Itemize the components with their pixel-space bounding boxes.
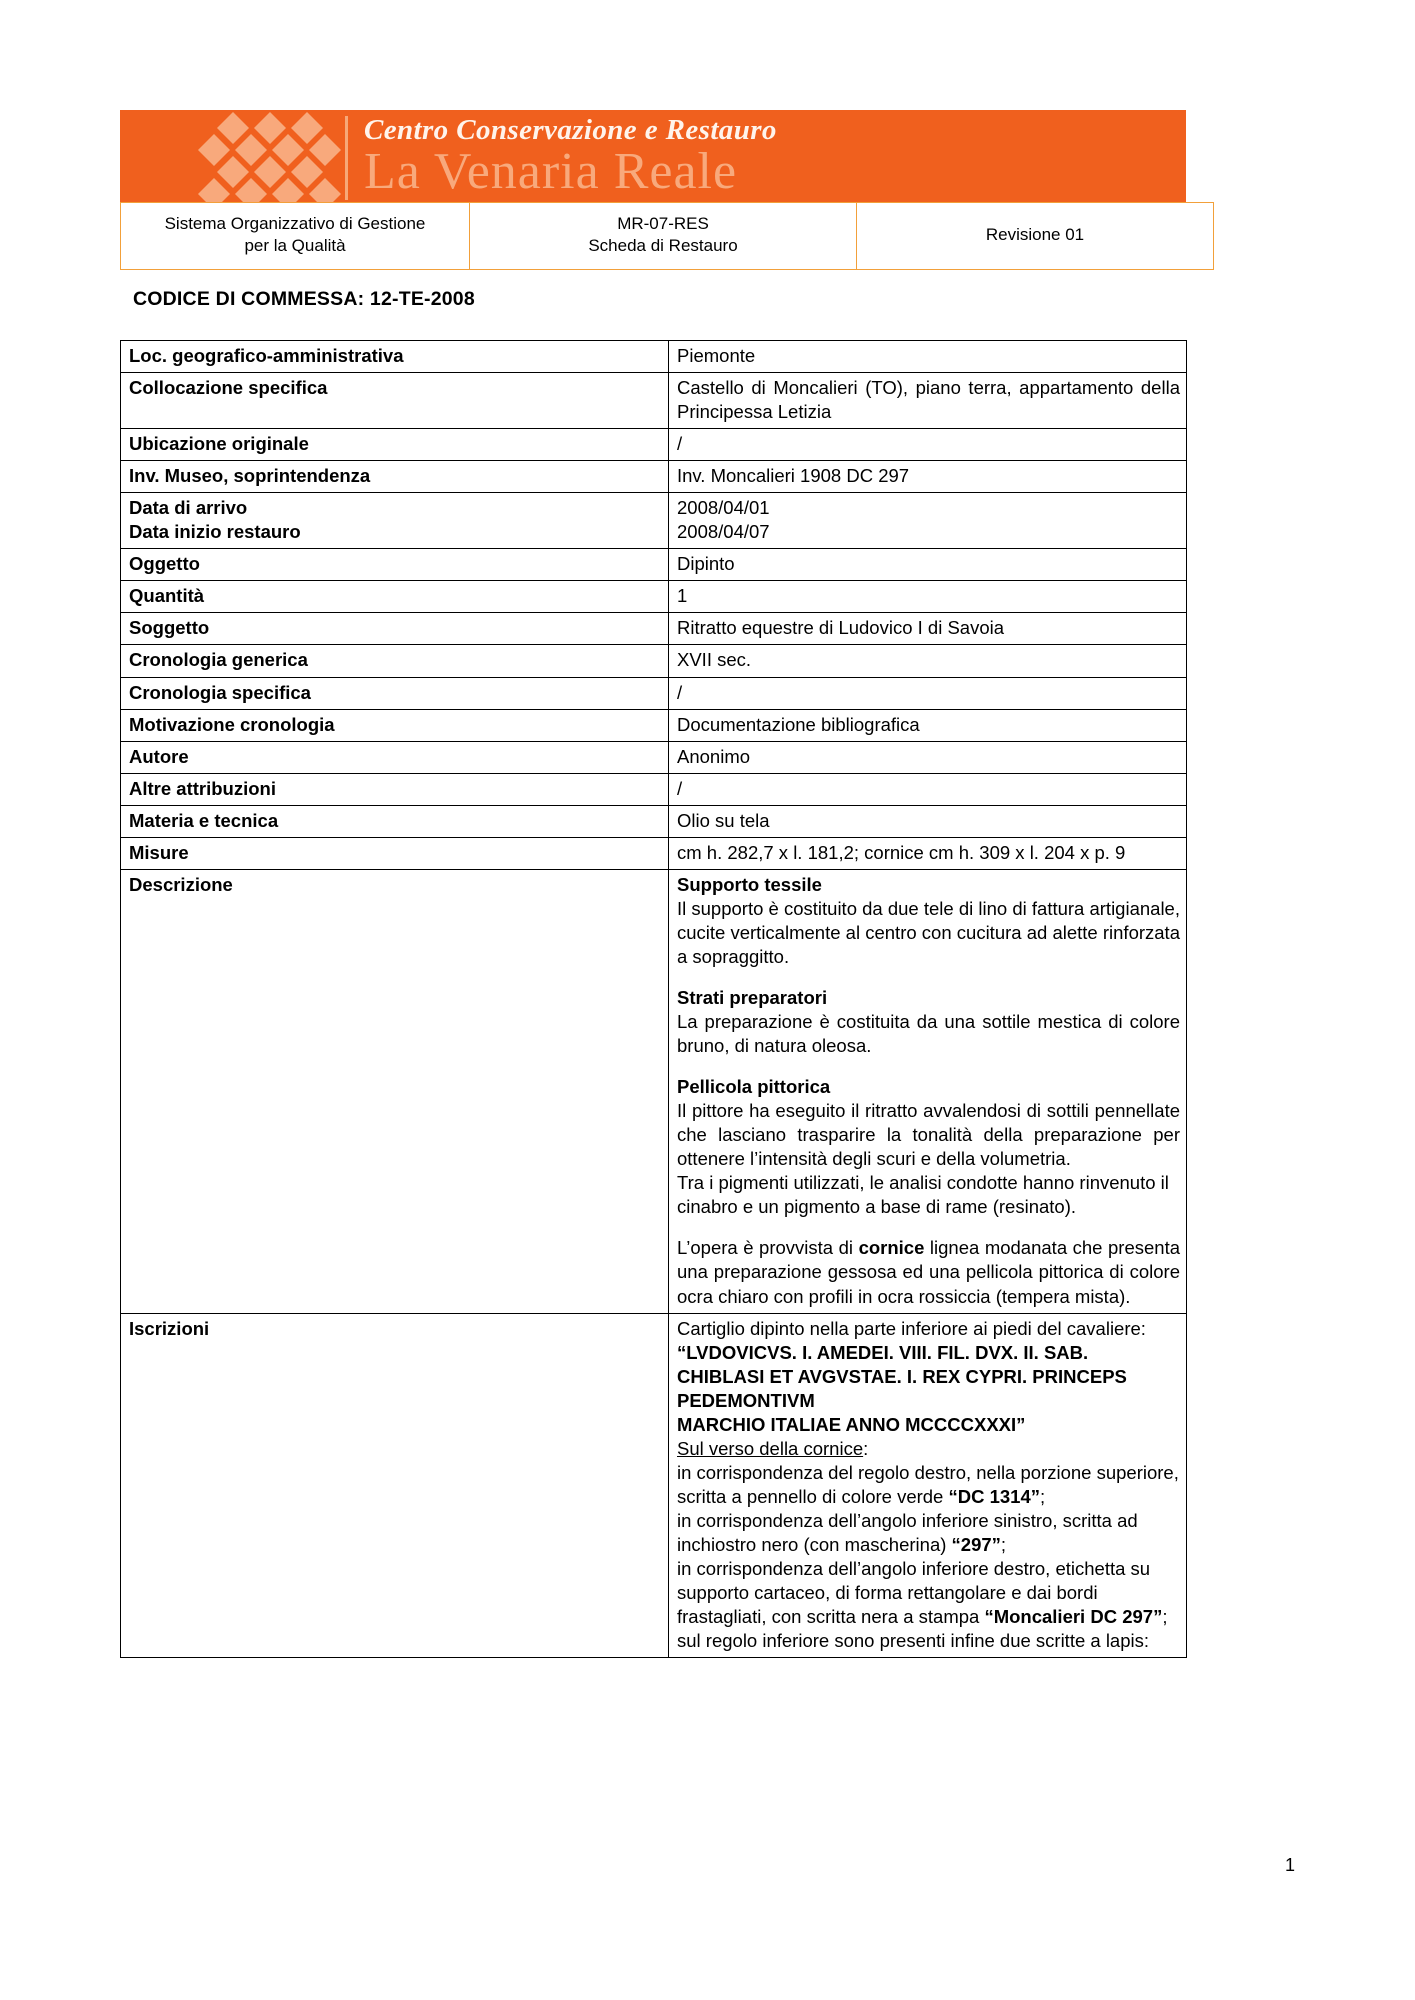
isc-cartiglio-line: PEDEMONTIVM xyxy=(677,1389,815,1411)
row-label: Collocazione specifica xyxy=(121,373,669,429)
table-row xyxy=(121,613,1187,645)
isc-item-2 xyxy=(677,1509,1180,1557)
diamond-pattern-icon xyxy=(120,110,345,202)
row-value-arrival: 2008/04/01 xyxy=(677,497,770,519)
row-label-arrival: Data di arrivo xyxy=(129,497,248,519)
row-value: Ritratto equestre di Ludovico I di Savoia xyxy=(669,613,1187,645)
table-row xyxy=(121,341,1187,373)
row-label-descrizione: Descrizione xyxy=(121,869,669,1313)
isc-cartiglio-line: CHIBLASI ET AVGVSTAE. I. REX CYPRI. PRINCEPS xyxy=(677,1365,1127,1387)
isc-item1-bold: “DC 1314” xyxy=(948,1485,1040,1507)
desc-text-pigmenti: Tra i pigmenti utilizzati, le analisi condotte hanno rinvenuto il cinabro e un pigmento a base di rame (resinato). xyxy=(677,1172,1169,1218)
row-value-dates xyxy=(669,493,1187,549)
record-table-wrapper xyxy=(120,340,1186,1658)
revision-cell xyxy=(857,203,1214,270)
banner-title-primary: Centro Conservazione e Restauro xyxy=(364,114,777,146)
table-row xyxy=(121,429,1187,461)
row-value: Dipinto xyxy=(669,549,1187,581)
row-label: Soggetto xyxy=(121,613,669,645)
row-value: cm h. 282,7 x l. 181,2; cornice cm h. 309 x l. 204 x p. 9 xyxy=(669,837,1187,869)
row-label: Ubicazione originale xyxy=(121,429,669,461)
row-label: Autore xyxy=(121,741,669,773)
document-code-line2: Scheda di Restauro xyxy=(588,236,738,255)
quality-system-cell xyxy=(121,203,470,270)
isc-verso-heading: Sul verso della cornice xyxy=(677,1437,864,1459)
desc-spacer xyxy=(677,1058,1180,1075)
desc-cornice-post: lignea modanata che presenta una preparazione gessosa ed una pellicola pittorica di colore ocra chiaro con profili in ocra rossiccia (tempera mista). xyxy=(677,1237,1181,1307)
isc-item1-pre: in corrispondenza del regolo destro, nella porzione superiore, scritta a pennello di colore verde xyxy=(677,1461,1179,1507)
table-row xyxy=(121,373,1187,429)
row-label: Motivazione cronologia xyxy=(121,709,669,741)
isc-verso-heading-line xyxy=(677,1437,1180,1461)
table-row xyxy=(121,805,1187,837)
table-row xyxy=(121,773,1187,805)
record-table xyxy=(120,340,1187,1658)
isc-item-4: sul regolo inferiore sono presenti infine due scritte a lapis: xyxy=(677,1630,1150,1652)
document-code-cell xyxy=(470,203,857,270)
row-label-start: Data inizio restauro xyxy=(129,521,301,543)
table-row xyxy=(121,677,1187,709)
isc-item3-pre: in corrispondenza dell’angolo inferiore destro, etichetta su supporto cartaceo, di forma rettangolare e dai bordi frastagliati, con scritta nera a stampa xyxy=(677,1558,1151,1628)
desc-text-supporto: Il supporto è costituito da due tele di lino di fattura artigianale, cucite verticalmente al centro con cucitura ad alette rinforzata a sopraggitto. xyxy=(677,897,1180,967)
row-value: Documentazione bibliografica xyxy=(669,709,1187,741)
row-label: Inv. Museo, soprintendenza xyxy=(121,461,669,493)
row-value-start: 2008/04/07 xyxy=(677,521,770,543)
row-label: Misure xyxy=(121,837,669,869)
row-label: Materia e tecnica xyxy=(121,805,669,837)
isc-item3-post: ; xyxy=(1162,1606,1168,1628)
row-label: Loc. geografico-amministrativa xyxy=(121,341,669,373)
document-header xyxy=(120,110,1186,270)
row-value: Inv. Moncalieri 1908 DC 297 xyxy=(669,461,1187,493)
desc-text-pellicola: Il pittore ha eseguito il ritratto avvalendosi di sottili pennellate che lasciano trasparire la tonalità della preparazione per ottenere l’intensità degli scuri e della volumetria. xyxy=(677,1100,1180,1170)
isc-verso-colon: : xyxy=(863,1437,869,1459)
banner-title-secondary: La Venaria Reale xyxy=(364,143,738,200)
row-value: 1 xyxy=(669,581,1187,613)
table-row xyxy=(121,581,1187,613)
row-value: Piemonte xyxy=(669,341,1187,373)
table-row xyxy=(121,741,1187,773)
row-value: / xyxy=(669,429,1187,461)
isc-cartiglio-line: “LVDOVICVS. I. AMEDEI. VIII. FIL. DVX. II. SAB. xyxy=(677,1341,1089,1363)
revision-label: Revisione 01 xyxy=(985,224,1085,244)
quality-system-line2: per la Qualità xyxy=(244,236,346,255)
desc-text-cornice xyxy=(677,1236,1180,1308)
table-row xyxy=(121,645,1187,677)
header-meta-table xyxy=(120,202,1214,270)
banner-titles xyxy=(348,110,1186,202)
row-label: Altre attribuzioni xyxy=(121,773,669,805)
table-row xyxy=(121,549,1187,581)
header-meta-row xyxy=(121,203,1214,270)
table-row xyxy=(121,461,1187,493)
row-label-iscrizioni: Iscrizioni xyxy=(121,1313,669,1658)
document-code-line1: MR-07-RES xyxy=(617,213,709,233)
isc-cartiglio-line: MARCHIO ITALIAE ANNO MCCCCXXXI” xyxy=(677,1413,1026,1435)
row-value: Castello di Moncalieri (TO), piano terra, appartamento della Principessa Letizia xyxy=(669,373,1187,429)
isc-item1-post: ; xyxy=(1040,1485,1046,1507)
isc-item2-bold: “297” xyxy=(951,1533,1001,1555)
brand-banner xyxy=(120,110,1186,202)
row-value-descrizione xyxy=(669,869,1187,1313)
isc-item-1 xyxy=(677,1461,1180,1509)
table-row xyxy=(121,837,1187,869)
quality-system-line1: Sistema Organizzativo di Gestione xyxy=(164,213,426,233)
desc-cornice-keyword: cornice xyxy=(858,1237,925,1259)
row-label: Oggetto xyxy=(121,549,669,581)
table-row xyxy=(121,493,1187,549)
desc-spacer xyxy=(677,1219,1180,1236)
row-value: / xyxy=(669,773,1187,805)
commission-code: CODICE DI COMMESSA: 12-TE-2008 xyxy=(133,288,475,310)
row-label: Cronologia generica xyxy=(121,645,669,677)
row-value: XVII sec. xyxy=(669,645,1187,677)
row-value: / xyxy=(669,677,1187,709)
table-row-iscrizioni xyxy=(121,1313,1187,1658)
isc-item2-pre: in corrispondenza dell’angolo inferiore sinistro, scritta ad inchiostro nero (con mascherina) xyxy=(677,1509,1138,1555)
row-value: Olio su tela xyxy=(669,805,1187,837)
isc-item-3 xyxy=(677,1557,1180,1629)
desc-text-strati: La preparazione è costituita da una sottile mestica di colore bruno, di natura oleosa. xyxy=(677,1011,1180,1057)
isc-item3-bold: “Moncalieri DC 297” xyxy=(984,1606,1163,1628)
desc-heading-supporto: Supporto tessile xyxy=(677,873,822,895)
row-value-iscrizioni xyxy=(669,1313,1187,1658)
isc-item2-post: ; xyxy=(1000,1533,1007,1555)
desc-spacer xyxy=(677,969,1180,986)
row-label-dates xyxy=(121,493,669,549)
desc-heading-strati: Strati preparatori xyxy=(677,986,828,1008)
row-value: Anonimo xyxy=(669,741,1187,773)
isc-intro: Cartiglio dipinto nella parte inferiore ai piedi del cavaliere: xyxy=(677,1317,1146,1339)
desc-cornice-pre: L’opera è provvista di xyxy=(677,1237,859,1259)
row-label: Quantità xyxy=(121,581,669,613)
row-label: Cronologia specifica xyxy=(121,677,669,709)
desc-heading-pellicola: Pellicola pittorica xyxy=(677,1076,831,1098)
table-row-descrizione xyxy=(121,869,1187,1313)
table-row xyxy=(121,709,1187,741)
page-number: 1 xyxy=(1284,1855,1295,1875)
